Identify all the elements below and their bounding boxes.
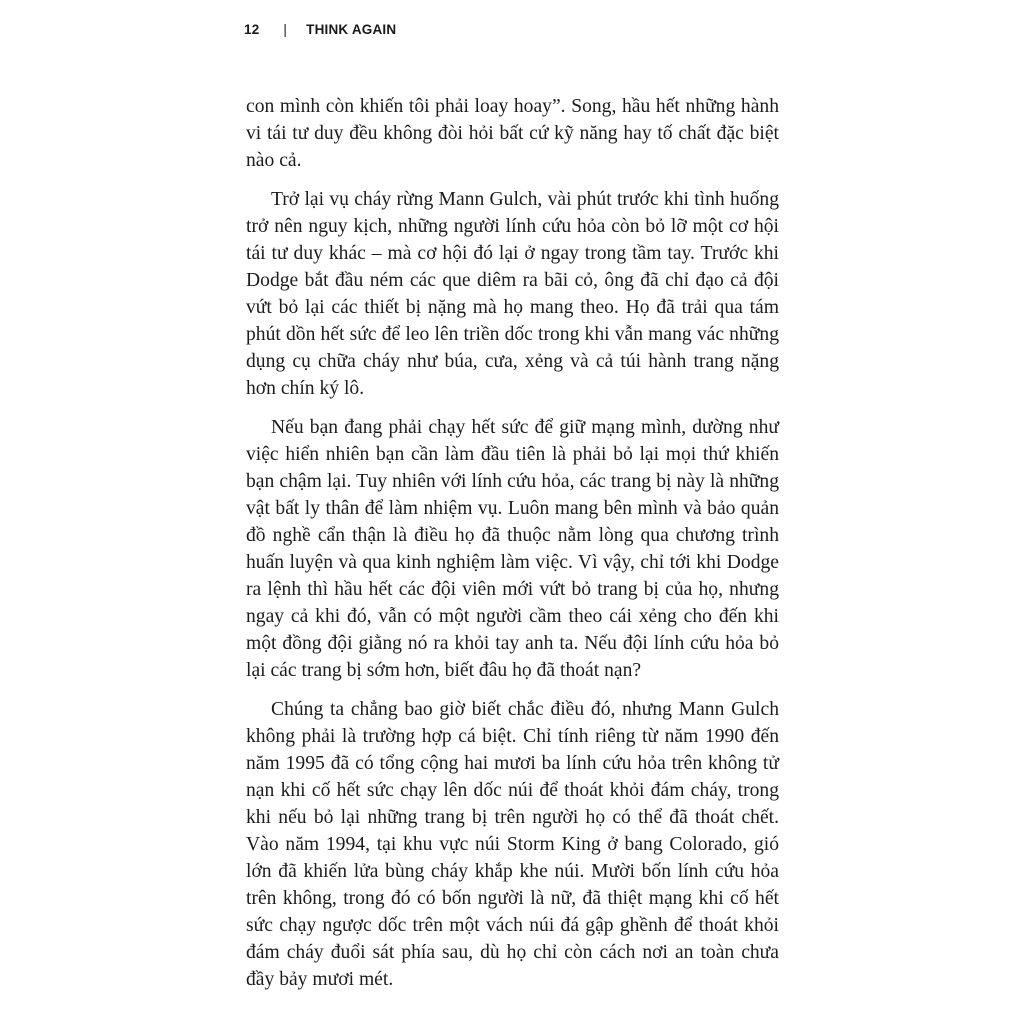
body-text xyxy=(246,93,779,1005)
header-separator: | xyxy=(283,21,288,37)
running-head xyxy=(244,19,396,39)
paragraph-1: con mình còn khiến tôi phải loay hoay”. Song, hầu hết những hành vi tái tư duy đều không đòi hỏi bất cứ kỹ năng hay tố chất đặc biệt nào cả. xyxy=(246,96,779,171)
paragraph-4: Chúng ta chẳng bao giờ biết chắc điều đó, nhưng Mann Gulch không phải là trường hợp cá biệt. Chỉ tính riêng từ năm 1990 đến năm 1995 đã có tổng cộng hai mươi ba lính cứu hỏa trên không tử nạn khi cố hết sức chạy lên dốc núi để thoát khỏi đám cháy, trong khi nếu bỏ lại những trang bị trên người họ có thể đã thoát chết. Vào năm 1994, tại khu vực núi Storm King ở bang Colorado, gió lớn đã khiến lửa bùng cháy khắp khe núi. Mười bốn lính cứu hỏa trên không, trong đó có bốn người là nữ, đã thiệt mạng khi cố hết sức chạy ngược dốc trên một vách núi đá gập ghềnh để thoát khỏi đám cháy đuổi sát phía sau, dù họ chỉ còn cách nơi an toàn chưa đầy bảy mươi mét. xyxy=(246,699,779,990)
paragraph-3: Nếu bạn đang phải chạy hết sức để giữ mạng mình, dường như việc hiển nhiên bạn cần làm đầu tiên là phải bỏ lại mọi thứ khiến bạn chậm lại. Tuy nhiên với lính cứu hỏa, các trang bị này là những vật bất ly thân để làm nhiệm vụ. Luôn mang bên mình và bảo quản đồ nghề cẩn thận là điều họ đã thuộc nằm lòng qua chương trình huấn luyện và qua kinh nghiệm làm việc. Vì vậy, chỉ tới khi Dodge ra lệnh thì hầu hết các đội viên mới vứt bỏ trang bị của họ, nhưng ngay cả khi đó, vẫn có một người cầm theo cái xẻng cho đến khi một đồng đội giằng nó ra khỏi tay anh ta. Nếu đội lính cứu hỏa bỏ lại các trang bị sớm hơn, biết đâu họ đã thoát nạn? xyxy=(246,417,779,681)
book-title: THINK AGAIN xyxy=(306,21,397,37)
page-number: 12 xyxy=(244,21,260,37)
paragraph-2: Trở lại vụ cháy rừng Mann Gulch, vài phút trước khi tình huống trở nên nguy kịch, những người lính cứu hỏa còn bỏ lỡ một cơ hội tái tư duy khác – mà cơ hội đó lại ở ngay trong tầm tay. Trước khi Dodge bắt đầu ném các que diêm ra bãi cỏ, ông đã chỉ đạo cả đội vứt bỏ lại các thiết bị nặng mà họ mang theo. Họ đã trải qua tám phút dồn hết sức để leo lên triền dốc trong khi vẫn mang vác những dụng cụ chữa cháy như búa, cưa, xẻng và cả túi hành trang nặng hơn chín ký lô. xyxy=(246,189,779,399)
